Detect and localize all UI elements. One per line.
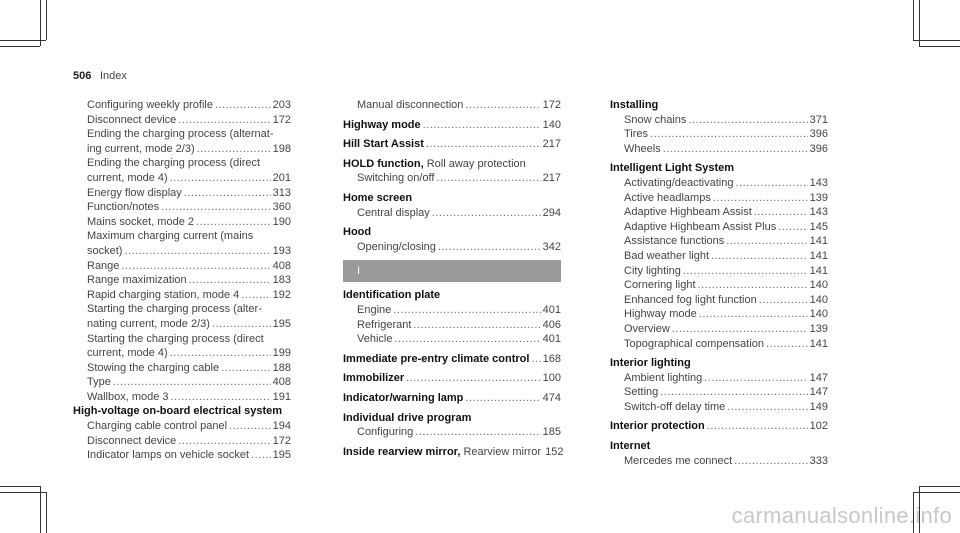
index-subentry[interactable]: [610, 322, 828, 337]
entry-term: Cornering light: [624, 279, 696, 292]
entry-term: Overview: [624, 322, 670, 335]
index-heading[interactable]: [343, 411, 561, 426]
entry-page-number: 143: [809, 176, 828, 189]
entry-term: Indicator lamps on vehicle socket: [87, 449, 250, 462]
crop-mark: [46, 0, 47, 40]
index-subentry[interactable]: [343, 98, 561, 113]
entry-page-number: 139: [809, 191, 828, 204]
entry-term: Stowing the charging cable: [87, 361, 220, 374]
index-subentry[interactable]: [610, 176, 828, 191]
entry-page-number: 100: [542, 372, 561, 385]
leader-dots: [660, 385, 807, 400]
index-subentry[interactable]: [343, 171, 561, 186]
index-heading[interactable]: [343, 371, 561, 386]
entry-term: Opening/closing: [357, 240, 436, 253]
entry-page-number: 217: [542, 172, 561, 185]
entry-term: Hill Start Assist: [343, 138, 424, 151]
leader-dots: [688, 113, 807, 128]
leader-dots: [438, 240, 541, 255]
index-heading[interactable]: [610, 356, 828, 371]
leader-dots: [170, 171, 271, 186]
entry-page-number: 195: [272, 317, 291, 330]
leader-dots: [241, 288, 270, 303]
entry-term: High-voltage on-board electrical system: [73, 405, 283, 418]
index-subentry[interactable]: [73, 390, 291, 405]
entry-page-number: 185: [542, 426, 561, 439]
entry-term: HOLD function,: [343, 157, 424, 170]
index-subentry[interactable]: [343, 425, 561, 440]
entry-page-number: 333: [809, 454, 828, 467]
entry-term: Refrigerant: [357, 318, 412, 331]
entry-term: Individual drive program: [343, 411, 472, 424]
leader-dots: [215, 98, 271, 113]
entry-term: Adaptive Highbeam Assist Plus: [624, 220, 777, 233]
entry-page-number: 408: [272, 376, 291, 389]
entry-term: Inside rearview mirror,: [343, 445, 461, 458]
index-heading[interactable]: [610, 419, 828, 434]
entry-page-number: 172: [272, 113, 291, 126]
entry-term: Highway mode: [343, 118, 421, 131]
entry-term: current, mode 4): [87, 347, 168, 360]
entry-page-number: 360: [272, 201, 291, 214]
index-subentry[interactable]: [610, 400, 828, 415]
entry-term: Interior lighting: [610, 357, 691, 370]
index-subentry[interactable]: [73, 171, 291, 186]
entry-term: Mercedes me connect: [624, 454, 733, 467]
leader-dots: [196, 215, 271, 230]
entry-page-number: 147: [809, 386, 828, 399]
entry-page-number: 406: [542, 318, 561, 331]
leader-dots: [221, 361, 271, 376]
index-heading[interactable]: [343, 225, 561, 240]
entry-cross-reference: Roll away protection: [426, 157, 526, 170]
leader-dots: [178, 113, 270, 128]
entry-term: Starting the charging process (direct: [87, 332, 264, 345]
leader-dots: [171, 390, 271, 405]
entry-term: Intelligent Light System: [610, 162, 735, 175]
index-subentry[interactable]: [73, 142, 291, 157]
index-subentry[interactable]: [610, 337, 828, 352]
entry-page-number: 371: [809, 113, 828, 126]
entry-page-number: 168: [542, 352, 561, 365]
index-subentry[interactable]: [73, 419, 291, 434]
entry-page-number: 396: [809, 142, 828, 155]
entry-page-number: 313: [272, 186, 291, 199]
entry-term: Ending the charging process (direct: [87, 157, 261, 170]
leader-dots: [531, 352, 540, 367]
index-heading[interactable]: [343, 352, 561, 367]
entry-page-number: 396: [809, 128, 828, 141]
index-heading[interactable]: [343, 391, 561, 406]
entry-page-number: 217: [542, 138, 561, 151]
entry-term: Snow chains: [624, 113, 687, 126]
index-heading[interactable]: [343, 157, 561, 172]
index-subentry[interactable]: [610, 220, 828, 235]
entry-term: Home screen: [343, 191, 413, 204]
index-subentry[interactable]: [73, 288, 291, 303]
leader-dots: [698, 278, 808, 293]
crop-mark: [913, 492, 960, 493]
entry-page-number: 140: [809, 308, 828, 321]
entry-term: current, mode 4): [87, 171, 168, 184]
entry-page-number: 140: [809, 293, 828, 306]
index-subentry[interactable]: [343, 332, 561, 347]
leader-dots: [251, 448, 271, 463]
entry-term: Wheels: [624, 142, 661, 155]
entry-cross-reference: Rearview mirror: [463, 445, 542, 458]
leader-dots: [161, 200, 270, 215]
entry-page-number: 141: [809, 249, 828, 262]
crop-mark: [0, 40, 46, 41]
entry-page-number: 401: [542, 333, 561, 346]
index-subentry[interactable]: [343, 318, 561, 333]
entry-term: Bad weather light: [624, 249, 709, 262]
index-subentry[interactable]: [610, 293, 828, 308]
crop-mark: [919, 0, 920, 46]
index-subentry[interactable]: [610, 113, 828, 128]
entry-term: Maximum charging current (mains: [87, 230, 254, 243]
entry-term: Switching on/off: [357, 172, 435, 185]
entry-page-number: 145: [809, 220, 828, 233]
leader-dots: [113, 375, 271, 390]
entry-term: Charging cable control panel: [87, 420, 228, 433]
leader-dots: [683, 264, 808, 279]
section-title: Index: [100, 70, 127, 82]
entry-term: Type: [87, 376, 111, 389]
leader-dots: [170, 346, 271, 361]
leader-dots: [465, 98, 540, 113]
entry-term: Function/notes: [87, 201, 160, 214]
crop-mark: [0, 486, 40, 487]
leader-dots: [393, 303, 540, 318]
entry-page-number: 188: [272, 361, 291, 374]
entry-term: Assistance functions: [624, 235, 725, 248]
entry-term: Engine: [357, 303, 392, 316]
entry-term: Interior protection: [610, 420, 705, 433]
entry-term: Indicator/warning lamp: [343, 391, 464, 404]
entry-page-number: 140: [542, 118, 561, 131]
entry-term: nating current, mode 2/3): [87, 317, 210, 330]
entry-term: Range maximization: [87, 274, 187, 287]
crop-mark: [0, 492, 46, 493]
entry-term: Identification plate: [343, 289, 441, 302]
entry-term: Rapid charging station, mode 4: [87, 288, 240, 301]
leader-dots: [766, 337, 808, 352]
leader-dots: [672, 322, 808, 337]
leader-dots: [197, 142, 271, 157]
leader-dots: [413, 318, 540, 333]
leader-dots: [184, 186, 271, 201]
leader-dots: [707, 419, 808, 434]
entry-page-number: 139: [809, 322, 828, 335]
crop-mark: [913, 40, 960, 41]
entry-term: Immobilizer: [343, 372, 405, 385]
crop-mark: [913, 0, 914, 40]
entry-term: Central display: [357, 206, 430, 219]
entry-page-number: 193: [272, 244, 291, 257]
index-subentry[interactable]: [610, 127, 828, 142]
entry-term: Manual disconnection: [357, 99, 464, 111]
leader-dots: [189, 273, 271, 288]
entry-page-number: 474: [542, 391, 561, 404]
entry-term: Highway mode: [624, 308, 697, 321]
index-subentry[interactable]: [73, 215, 291, 230]
index-subentry[interactable]: [73, 259, 291, 274]
index-subentry[interactable]: [610, 307, 828, 322]
entry-page-number: 192: [272, 288, 291, 301]
entry-page-number: 195: [272, 449, 291, 462]
entry-term: Activating/deactivating: [624, 176, 734, 189]
index-subentry[interactable]: [73, 448, 291, 463]
index-subentry[interactable]: [73, 273, 291, 288]
leader-dots: [726, 234, 807, 249]
entry-page-number: 408: [272, 259, 291, 272]
index-heading[interactable]: [610, 98, 828, 113]
entry-term: Setting: [624, 386, 659, 399]
entry-term: Tires: [624, 128, 649, 141]
entry-page-number: 149: [809, 400, 828, 413]
entry-page-number: 201: [272, 171, 291, 184]
entry-term: Wallbox, mode 3: [87, 390, 169, 403]
crop-mark: [46, 492, 47, 533]
entry-page-number: 294: [542, 206, 561, 219]
index-heading[interactable]: [343, 118, 561, 133]
entry-term: Disconnect device: [87, 113, 177, 126]
leader-dots: [754, 205, 808, 220]
index-subentry[interactable]: [610, 371, 828, 386]
index-heading[interactable]: [610, 161, 828, 176]
entry-term: Adaptive Highbeam Assist: [624, 206, 752, 219]
leader-dots: [727, 400, 807, 415]
index-subentry[interactable]: [343, 206, 561, 221]
index-subentry[interactable]: [73, 375, 291, 390]
entry-page-number: 141: [809, 235, 828, 248]
index-subentry[interactable]: [73, 361, 291, 376]
leader-dots: [734, 454, 807, 469]
entry-page-number: 172: [542, 99, 561, 111]
entry-page-number: 143: [809, 206, 828, 219]
index-heading[interactable]: [73, 404, 291, 419]
entry-term: Starting the charging process (alter-: [87, 303, 262, 316]
index-subentry[interactable]: [610, 454, 828, 469]
index-heading[interactable]: [343, 191, 561, 206]
index-heading[interactable]: [610, 439, 828, 454]
index-subentry[interactable]: [73, 113, 291, 128]
entry-page-number: 183: [272, 274, 291, 287]
crop-mark: [919, 46, 960, 47]
entry-term: Topographical compensation: [624, 337, 765, 350]
leader-dots: [426, 137, 541, 152]
index-letter-divider: I: [343, 260, 561, 282]
index-subentry[interactable]: [73, 244, 291, 259]
leader-dots: [650, 127, 808, 142]
leader-dots: [121, 259, 270, 274]
entry-term: Mains socket, mode 2: [87, 215, 194, 228]
leader-dots: [704, 371, 807, 386]
leader-dots: [423, 118, 541, 133]
index-subentry[interactable]: [73, 186, 291, 201]
entry-term: Range: [87, 259, 120, 272]
index-column-1: [73, 98, 291, 463]
index-subentry[interactable]: [73, 302, 291, 317]
leader-dots: [735, 176, 807, 191]
leader-dots: [436, 171, 540, 186]
entry-term: Disconnect device: [87, 434, 177, 447]
entry-term: ing current, mode 2/3): [87, 142, 195, 155]
entry-page-number: 342: [542, 240, 561, 253]
entry-term: Configuring: [357, 426, 414, 439]
leader-dots: [229, 419, 271, 434]
index-subentry[interactable]: [610, 249, 828, 264]
leader-dots: [212, 317, 271, 332]
index-subentry[interactable]: [73, 229, 291, 244]
index-subentry[interactable]: [610, 234, 828, 249]
entry-page-number: 194: [272, 420, 291, 433]
leader-dots: [663, 142, 808, 157]
watermark: carmanualsonline.info: [731, 503, 952, 528]
index-subentry[interactable]: [610, 278, 828, 293]
entry-term: Hood: [343, 226, 372, 239]
entry-term: Vehicle: [357, 333, 393, 346]
entry-page-number: 141: [809, 337, 828, 350]
index-subentry[interactable]: [610, 264, 828, 279]
index-column-3: [610, 98, 828, 468]
crop-mark: [919, 486, 960, 487]
entry-page-number: 198: [272, 142, 291, 155]
index-subentry[interactable]: [73, 346, 291, 361]
entry-term: Enhanced fog light function: [624, 293, 757, 306]
entry-term: Ambient lighting: [624, 371, 703, 384]
leader-dots: [394, 332, 540, 347]
entry-page-number: 140: [809, 279, 828, 292]
index-subentry[interactable]: [610, 142, 828, 157]
index-heading[interactable]: [343, 288, 561, 303]
entry-term: City lighting: [624, 264, 681, 277]
index-subentry[interactable]: [73, 127, 291, 142]
entry-term: Active headlamps: [624, 191, 711, 204]
entry-term: Switch-off delay time: [624, 400, 726, 413]
entry-term: Configuring weekly profile: [87, 99, 213, 111]
entry-page-number: 152: [545, 445, 564, 458]
leader-dots: [759, 293, 808, 308]
index-subentry[interactable]: [73, 434, 291, 449]
entry-page-number: 203: [272, 99, 291, 111]
entry-page-number: 147: [809, 371, 828, 384]
page-number: 506: [73, 70, 92, 82]
entry-term: Immediate pre-entry climate control: [343, 352, 530, 365]
entry-term: Internet: [610, 440, 651, 453]
index-subentry[interactable]: [610, 385, 828, 400]
entry-page-number: 199: [272, 347, 291, 360]
index-subentry[interactable]: [73, 317, 291, 332]
entry-page-number: 102: [809, 420, 828, 433]
index-column-2: [343, 98, 564, 459]
leader-dots: [178, 434, 270, 449]
leader-dots: [711, 249, 808, 264]
leader-dots: [778, 220, 807, 235]
entry-page-number: 190: [272, 215, 291, 228]
entry-term: Installing: [610, 99, 659, 111]
index-subentry[interactable]: [343, 303, 561, 318]
index-subentry[interactable]: [610, 191, 828, 206]
leader-dots: [406, 371, 541, 386]
entry-page-number: 401: [542, 303, 561, 316]
entry-page-number: 191: [272, 390, 291, 403]
index-subentry[interactable]: [73, 332, 291, 347]
leader-dots: [713, 191, 808, 206]
index-heading[interactable]: [343, 137, 561, 152]
index-heading[interactable]: [343, 445, 564, 460]
entry-page-number: 141: [809, 264, 828, 277]
index-subentry[interactable]: [610, 205, 828, 220]
leader-dots: [124, 244, 270, 259]
leader-dots: [415, 425, 540, 440]
index-subentry[interactable]: [343, 240, 561, 255]
index-subentry[interactable]: [73, 200, 291, 215]
entry-page-number: 172: [272, 434, 291, 447]
leader-dots: [432, 206, 541, 221]
crop-mark: [0, 46, 40, 47]
crop-mark: [40, 486, 41, 533]
entry-term: Energy flow display: [87, 186, 182, 199]
index-subentry[interactable]: [73, 98, 291, 113]
index-subentry[interactable]: [73, 156, 291, 171]
leader-dots: [699, 307, 808, 322]
entry-term: socket): [87, 244, 123, 257]
entry-term: Ending the charging process (alternat-: [87, 128, 274, 141]
leader-dots: [465, 391, 540, 406]
